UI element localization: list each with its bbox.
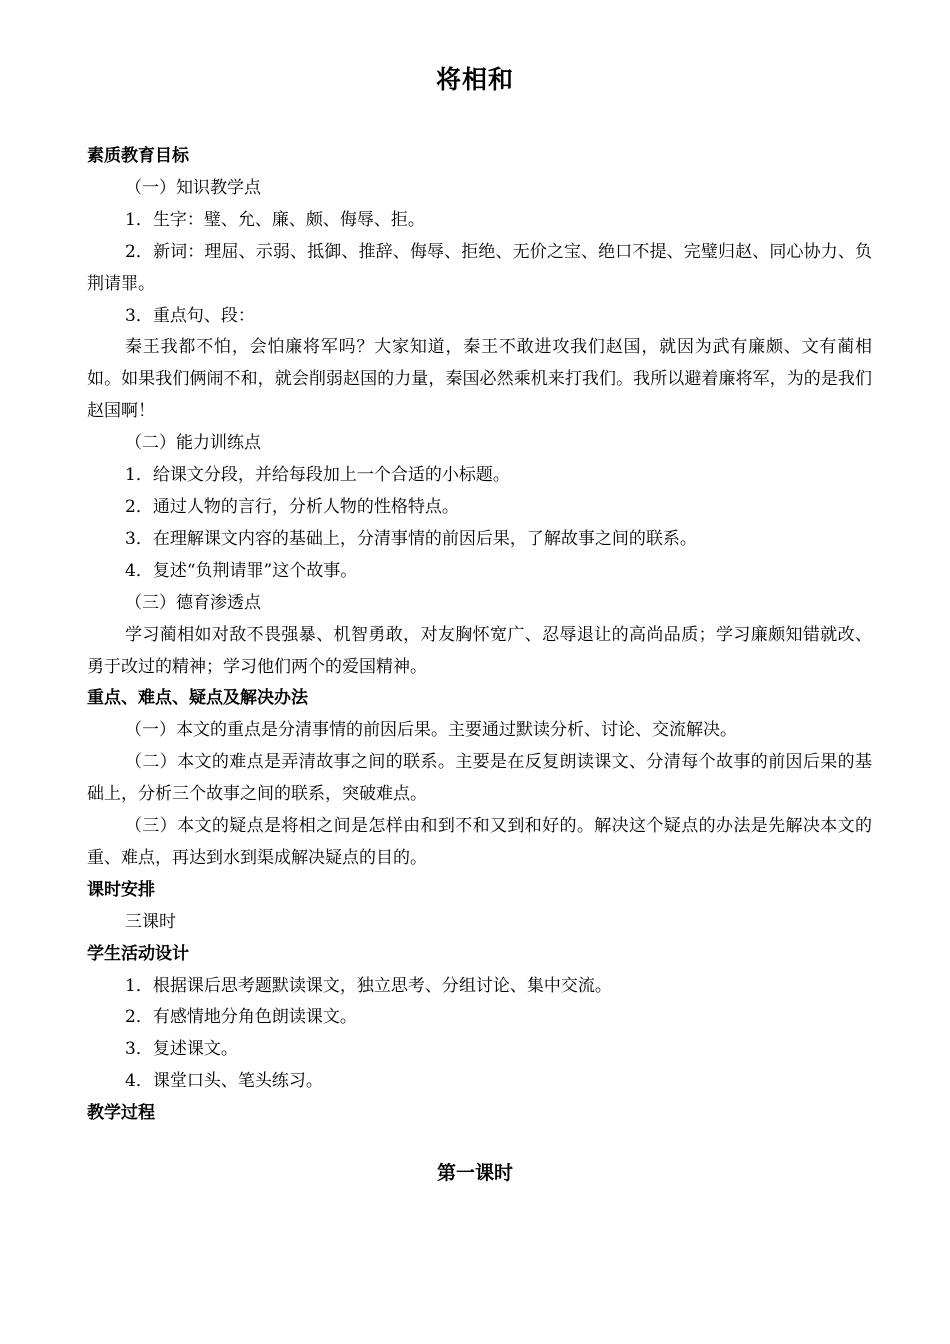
section-heading-activities: 学生活动设计	[87, 943, 189, 964]
document-title: 将相和	[435, 65, 514, 94]
schedule-text: 三课时	[125, 911, 176, 932]
ability-item-2: 2．通过人物的言行，分析人物的性格特点。	[125, 496, 459, 517]
section-heading-schedule: 课时安排	[87, 879, 155, 900]
keypoint-1: （一）本文的重点是分清事情的前因后果。主要通过默读分析、讨论、交流解决。	[125, 720, 737, 741]
ability-item-1: 1．给课文分段，并给每段加上一个合适的小标题。	[125, 465, 510, 486]
keypoint-2: （二）本文的难点是弄清故事之间的联系。主要是在反复朗读课文、分清每个故事的前因后果的基础上，分析三个故事之间的联系，突破难点。	[87, 752, 872, 805]
moral-text: 学习蔺相如对敌不畏强暴、机智勇敢，对友胸怀宽广、忍辱退让的高尚品质；学习廉颇知错就改、勇于改过的精神；学习他们两个的爱国精神。	[87, 624, 872, 677]
subheading-ability: （二）能力训练点	[125, 433, 261, 454]
section-heading-process: 教学过程	[87, 1103, 155, 1124]
section-heading-goals: 素质教育目标	[87, 146, 189, 166]
activity-item-4: 4．课堂口头、笔头练习。	[125, 1071, 323, 1092]
keypoint-3: （三）本文的疑点是将相之间是怎样由和到不和又到和好的。解决这个疑点的办法是先解决本文的重、难点，再达到水到渠成解决疑点的目的。	[87, 816, 872, 868]
key-passage: 秦王我都不怕，会怕廉将军吗？大家知道，秦王不敢进攻我们赵国，就因为武有廉颇、文有蔺相如。如果我们俩闹不和，就会削弱赵国的力量，秦国必然乘机来打我们。我所以避着廉将军，为的是我们赵国啊！	[87, 337, 872, 422]
knowledge-item-3: 3．重点句、段：	[125, 305, 255, 326]
activity-item-2: 2．有感情地分角色朗读课文。	[125, 1007, 357, 1028]
ability-item-4: 4．复述“负荆请罪”这个故事。	[125, 560, 358, 581]
section-heading-keypoints: 重点、难点、疑点及解决办法	[87, 688, 308, 709]
subheading-knowledge: （一）知识教学点	[125, 177, 261, 198]
activity-item-3: 3．复述课文。	[125, 1039, 238, 1060]
document-body	[87, 141, 872, 1130]
activity-item-1: 1．根据课后思考题默读课文，独立思考、分组讨论、集中交流。	[125, 975, 612, 996]
lesson-title: 第一课时	[436, 1162, 513, 1184]
subheading-moral: （三）德育渗透点	[125, 592, 261, 613]
knowledge-item-2: 2．新词：理屈、示弱、抵御、推辞、侮辱、拒绝、无价之宝、绝口不提、完璧归赵、同心协力、负荆请罪。	[87, 241, 872, 294]
ability-item-3: 3．在理解课文内容的基础上，分清事情的前因后果，了解故事之间的联系。	[125, 528, 697, 549]
knowledge-item-1: 1．生字：璧、允、廉、颇、侮辱、拒。	[125, 209, 425, 230]
